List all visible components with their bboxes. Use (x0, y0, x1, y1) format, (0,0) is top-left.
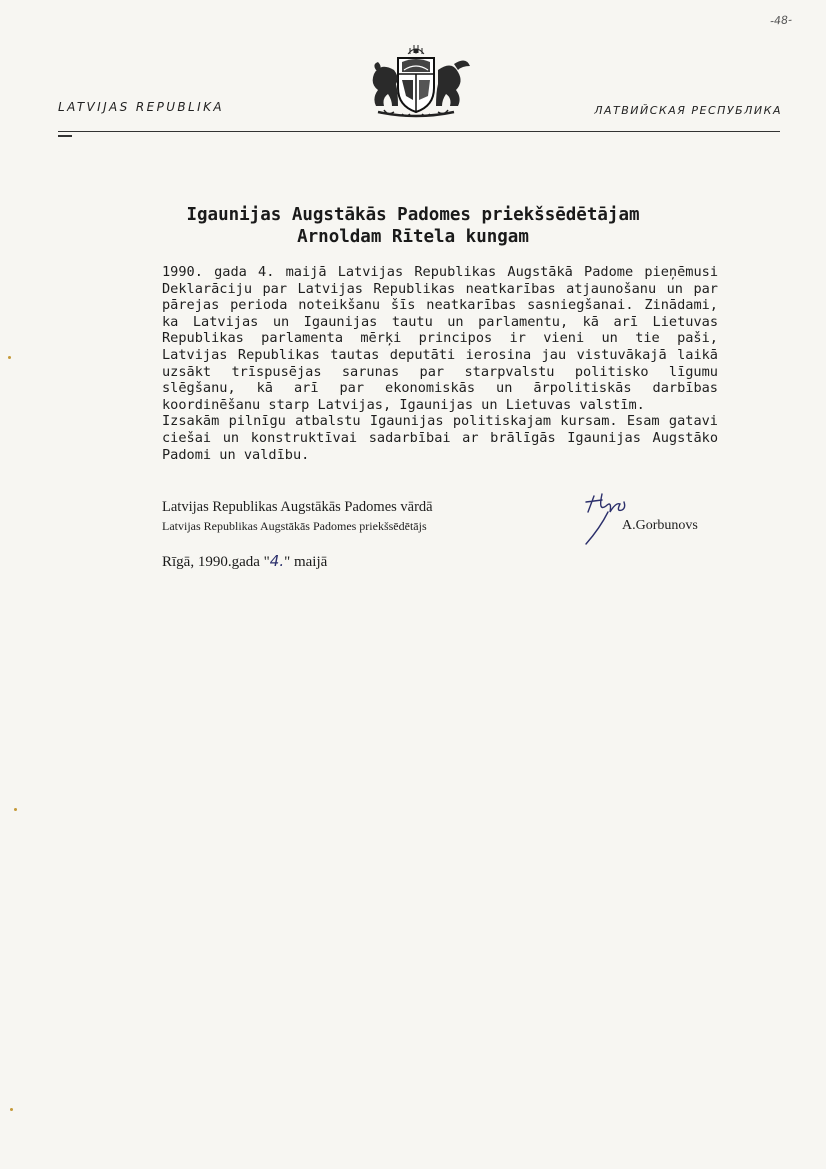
paper-speck (14, 808, 17, 811)
header-latvian: LATVIJAS REPUBLIKA (58, 100, 224, 114)
date-day-handwritten: 4. (269, 552, 285, 570)
paper-speck (10, 1108, 13, 1111)
letter-title (0, 204, 826, 248)
paragraph-2-text: Izsakām pilnīgu atbalstu Igaunijas politiskajam kursam. Esam gatavi ciešai un konstruktīvai sadarbībai ar brālīgās Igaunijas Augstāko Padomi un valdību. (162, 413, 718, 463)
date-suffix: " maijā (284, 554, 328, 570)
paragraph-1 (162, 264, 718, 413)
handwritten-signature-icon (572, 482, 656, 548)
paragraph-1-text: 1990. gada 4. maijā Latvijas Republikas Augstākā Padome pieņēmusi Deklarāciju par Latvijas Republikas neatkarības atjaunošanu un par pārejas perioda noteikšanu šīs neatkarības sasniegšanai. Zinādami, ka Latvijas un Igaunijas tautu un parlamentu, kā arī Lietuvas Republikas parlamenta mērķi principos ir vieni un tie paši, Latvijas Republikas tautas deputāti ierosina jau vistuvākajā laikā uzsākt trīspusējas sarunas par starpvalstu politisko līgumu slēgšanu, kā arī par ekonomiskās un ārpolitiskās darbības koordinēšanu starp Latvijas, Igaunijas un Lietuvas valstīm. (162, 264, 718, 413)
coat-of-arms-icon (358, 40, 474, 120)
signer-position: Latvijas Republikas Augstākās Padomes priekšsēdētājs (162, 519, 427, 533)
signer-name: A.Gorbunovs (622, 518, 698, 533)
date-prefix: Rīgā, 1990.gada " (162, 554, 270, 570)
paragraph-2 (162, 413, 718, 463)
on-behalf-line: Latvijas Republikas Augstākās Padomes vārdā (162, 499, 433, 515)
archive-page-number: -48- (769, 13, 793, 28)
paper-speck (8, 356, 11, 359)
date-line (162, 552, 327, 571)
header-divider (58, 131, 780, 132)
title-line-2: Arnoldam Rītela kungam (297, 227, 529, 247)
title-line-1: Igaunijas Augstākās Padomes priekšsēdētājam (186, 205, 640, 225)
header-russian: ЛАТВИЙСКАЯ РЕСПУБЛИКА (594, 104, 782, 117)
letter-body (162, 264, 718, 463)
header-divider-mark (58, 135, 72, 137)
